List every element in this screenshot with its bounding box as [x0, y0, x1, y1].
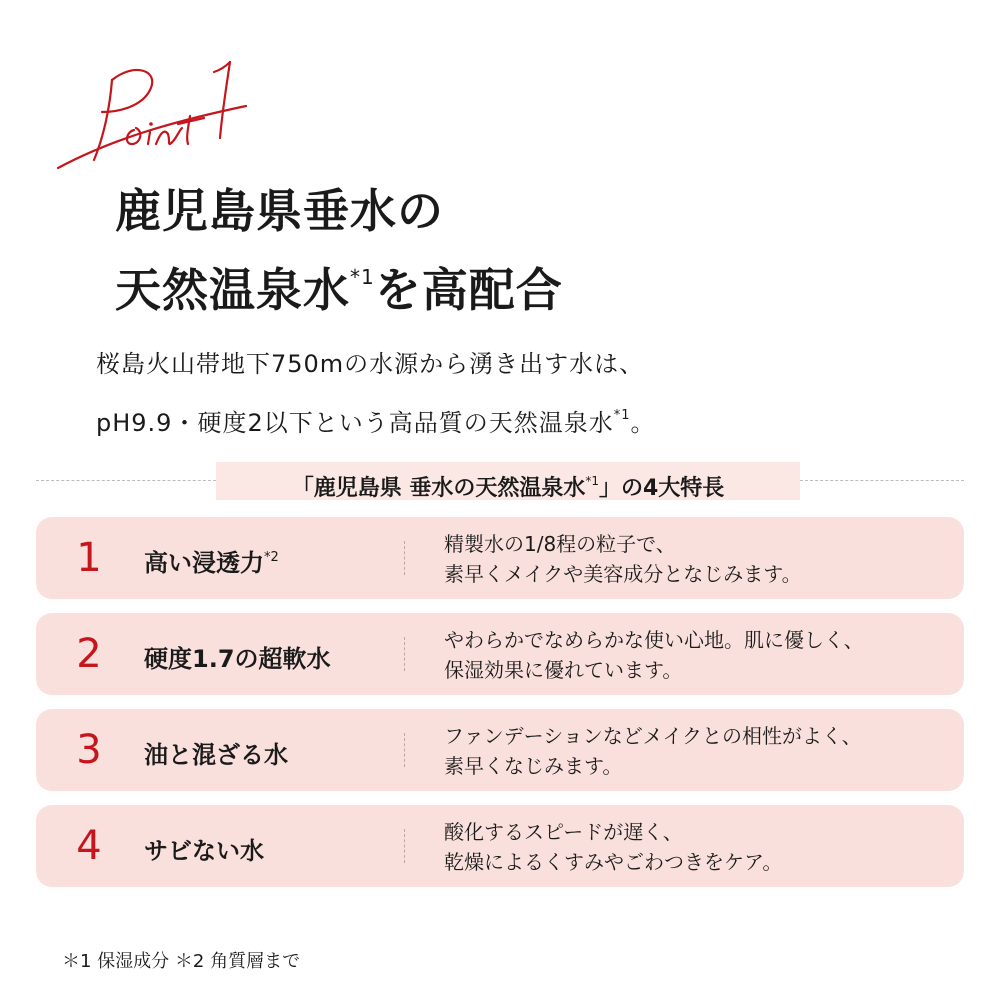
- feature-name-text: サビない水: [144, 837, 264, 865]
- feature-description: [444, 817, 782, 877]
- feature-name-text: 高い浸透力: [144, 549, 264, 577]
- lead-line-2-text: pH9.9・硬度2以下という高品質の天然温泉水: [96, 409, 614, 437]
- feature-description-line-2: 素早くメイクや美容成分となじみます。: [444, 562, 802, 586]
- feature-number: 4: [76, 823, 102, 869]
- feature-card: [36, 709, 964, 791]
- feature-card: [36, 613, 964, 695]
- feature-name: [144, 613, 331, 700]
- feature-number: 3: [76, 727, 102, 773]
- feature-name: [144, 517, 279, 604]
- features-heading-footnote-mark: *1: [585, 474, 599, 488]
- lead-paragraph: [96, 338, 656, 449]
- feature-description-line-2: 保湿効果に優れています。: [444, 658, 683, 682]
- feature-description: [444, 529, 802, 589]
- feature-divider: [404, 541, 405, 575]
- feature-list: [36, 517, 964, 901]
- title-footnote-mark: *1: [350, 265, 375, 289]
- title-line-1: 鹿児島県垂水の: [115, 184, 444, 238]
- feature-divider: [404, 637, 405, 671]
- subhead-divider-left: [36, 480, 216, 481]
- feature-description-line-2: 素早くなじみます。: [444, 754, 623, 778]
- feature-divider: [404, 829, 405, 863]
- title-line-2-text: 天然温泉水: [115, 263, 350, 317]
- feature-description: [444, 625, 864, 685]
- title-line-2-suffix: を高配合: [374, 263, 563, 317]
- feature-number: 1: [76, 535, 102, 581]
- lead-line-1: 桜島火山帯地下750mの水源から湧き出す水は、: [96, 350, 645, 378]
- feature-description-line-1: 精製水の1/8程の粒子で、: [444, 532, 676, 556]
- lead-line-2: [96, 390, 656, 449]
- feature-number: 2: [76, 631, 102, 677]
- features-heading-suffix: 」の4大特長: [599, 476, 725, 501]
- subhead-divider-right: [800, 480, 964, 481]
- feature-description-line-1: ファンデーションなどメイクとの相性がよく、: [444, 724, 862, 748]
- features-heading: [216, 462, 800, 500]
- footnote: ＊1 保湿成分 ＊2 角質層まで: [62, 951, 301, 972]
- feature-footnote-mark: *2: [264, 550, 279, 565]
- features-heading-text: 「鹿児島県 垂水の天然温泉水: [291, 476, 586, 501]
- feature-card: [36, 805, 964, 887]
- feature-card: [36, 517, 964, 599]
- feature-description-line-2: 乾燥によるくすみやごわつきをケア。: [444, 850, 783, 874]
- feature-description: [444, 721, 862, 781]
- lead-footnote-mark: *1: [613, 408, 631, 423]
- page-title: [115, 178, 563, 323]
- feature-name: [144, 805, 264, 892]
- feature-divider: [404, 733, 405, 767]
- feature-name-text: 硬度1.7の超軟水: [144, 645, 331, 673]
- point-script-icon: [50, 48, 250, 178]
- feature-name-text: 油と混ざる水: [144, 741, 288, 769]
- feature-name: [144, 709, 288, 796]
- title-line-2: [115, 244, 563, 323]
- lead-line-2-suffix: 。: [630, 409, 656, 437]
- point-1-logo: [50, 48, 250, 178]
- feature-description-line-1: 酸化するスピードが遅く、: [444, 820, 683, 844]
- feature-description-line-1: やわらかでなめらかな使い心地。肌に優しく、: [444, 628, 864, 652]
